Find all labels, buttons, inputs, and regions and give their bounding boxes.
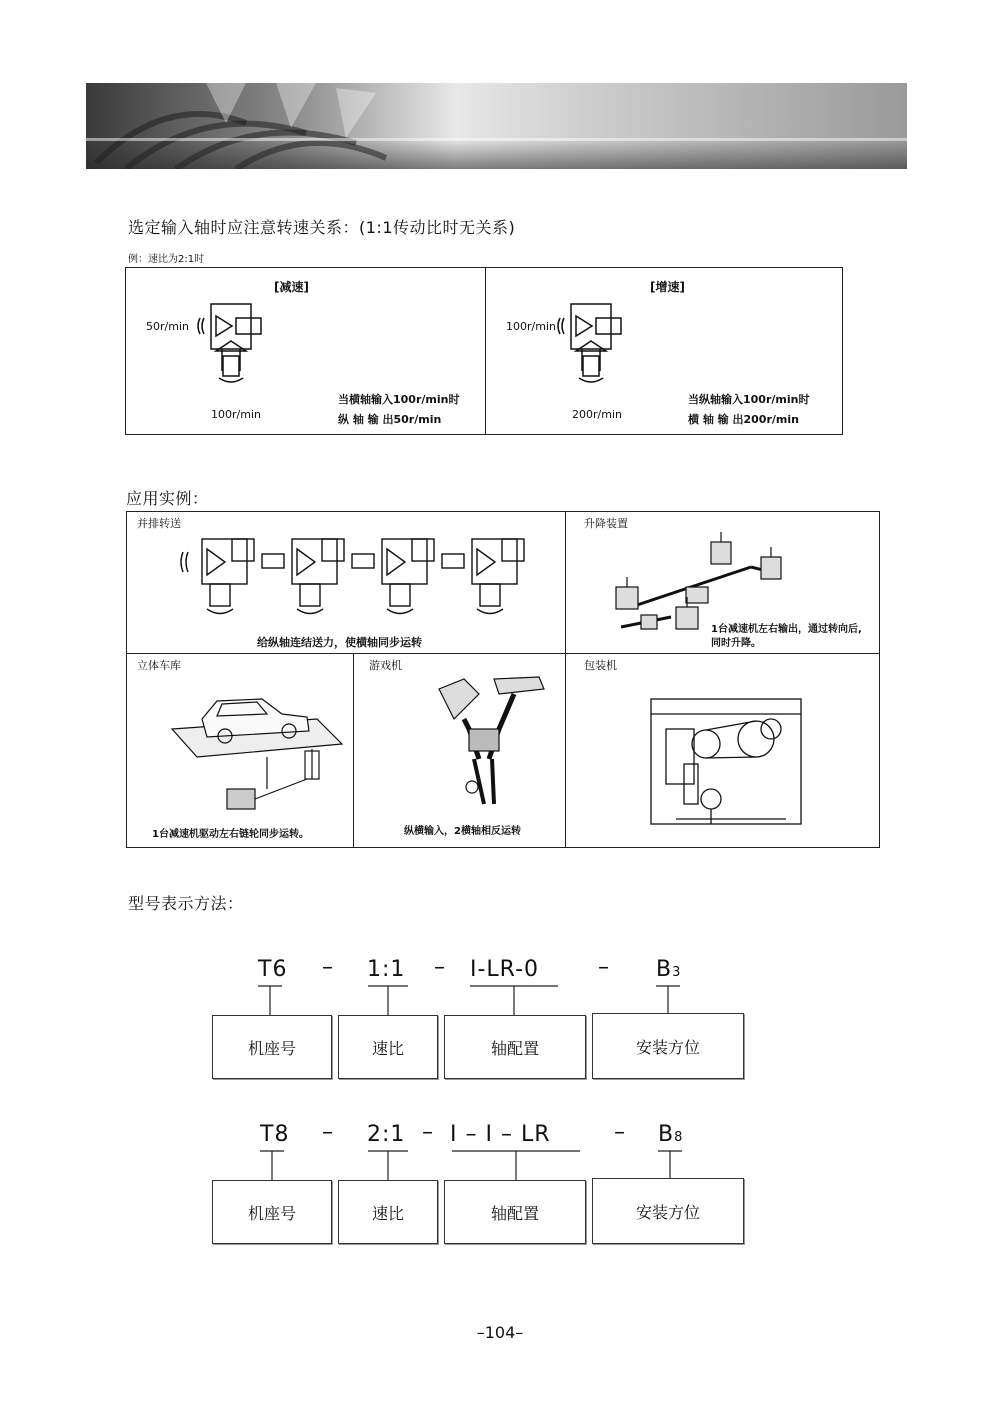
model1-seat: T6 [258,957,288,982]
example-parallel-caption: 给纵轴连结送力，使横轴同步运转 [257,636,422,649]
model1-dash-3: – [598,955,610,980]
model1-dash-2: – [434,955,446,980]
model2-mount-letter: B [658,1122,675,1147]
example-game-title: 游戏机 [369,659,402,672]
increase-caption-2: 横 轴 输 出200r/min [688,413,799,426]
reduce-title: [减速] [274,280,309,294]
model-heading: 型号表示方法： [128,894,244,913]
increase-output-rpm: 200r/min [572,408,622,421]
model2-label-axis: 轴配置 [444,1180,586,1244]
model1-label-ratio: 速比 [338,1015,438,1079]
model2-axis: I – I – LR [450,1122,551,1147]
model2-mount-sub: 8 [674,1130,684,1145]
reduce-caption-1: 当横轴输入100r/min时 [338,393,460,406]
page-number: –104– [476,1323,524,1342]
increase-input-rpm: 100r/min [506,320,556,333]
example-garage-caption: 1台减速机驱动左右链轮同步运转。 [152,829,309,840]
increase-title: [增速] [650,280,685,294]
example-note: 例：速比为2:1时 [128,254,205,265]
reduce-output-rpm: 100r/min [211,408,261,421]
model2-seat: T8 [260,1122,290,1147]
example-packing-title: 包装机 [584,659,617,672]
model1-label-mount: 安装方位 [592,1013,744,1079]
model1-axis: I-LR-0 [470,957,540,982]
example-garage-title: 立体车库 [137,659,181,672]
model2-ratio: 2:1 [367,1122,406,1147]
speed-relation-heading: 选定输入轴时应注意转速关系：(1:1传动比时无关系) [128,218,516,237]
model2-label-ratio: 速比 [338,1180,438,1244]
model2-dash-2: – [422,1120,434,1145]
increase-caption-1: 当纵轴输入100r/min时 [688,393,810,406]
model2-label-mount: 安装方位 [592,1178,744,1244]
model1-mount-sub: 3 [672,965,682,980]
reduce-input-rpm: 50r/min [146,320,189,333]
example-lift-caption-2: 同时升降。 [711,638,761,649]
model1-mount-letter: B [656,957,673,982]
model1-label-axis: 轴配置 [444,1015,586,1079]
examples-heading: 应用实例： [126,489,209,508]
example-game-caption: 纵横输入，2横轴相反运转 [404,826,521,837]
model2-dash-3: – [614,1120,626,1145]
model2-dash-1: – [322,1120,334,1145]
example-lift-caption-1: 1台减速机左右输出，通过转向后, [711,624,862,635]
model1-ratio: 1:1 [367,957,406,982]
reduce-caption-2: 纵 轴 输 出50r/min [338,413,442,426]
example-lift-title: 升降装置 [584,517,628,530]
model1-dash-1: – [322,955,334,980]
example-parallel-title: 并排转送 [137,517,181,530]
model1-label-seat: 机座号 [212,1015,332,1079]
model2-label-seat: 机座号 [212,1180,332,1244]
